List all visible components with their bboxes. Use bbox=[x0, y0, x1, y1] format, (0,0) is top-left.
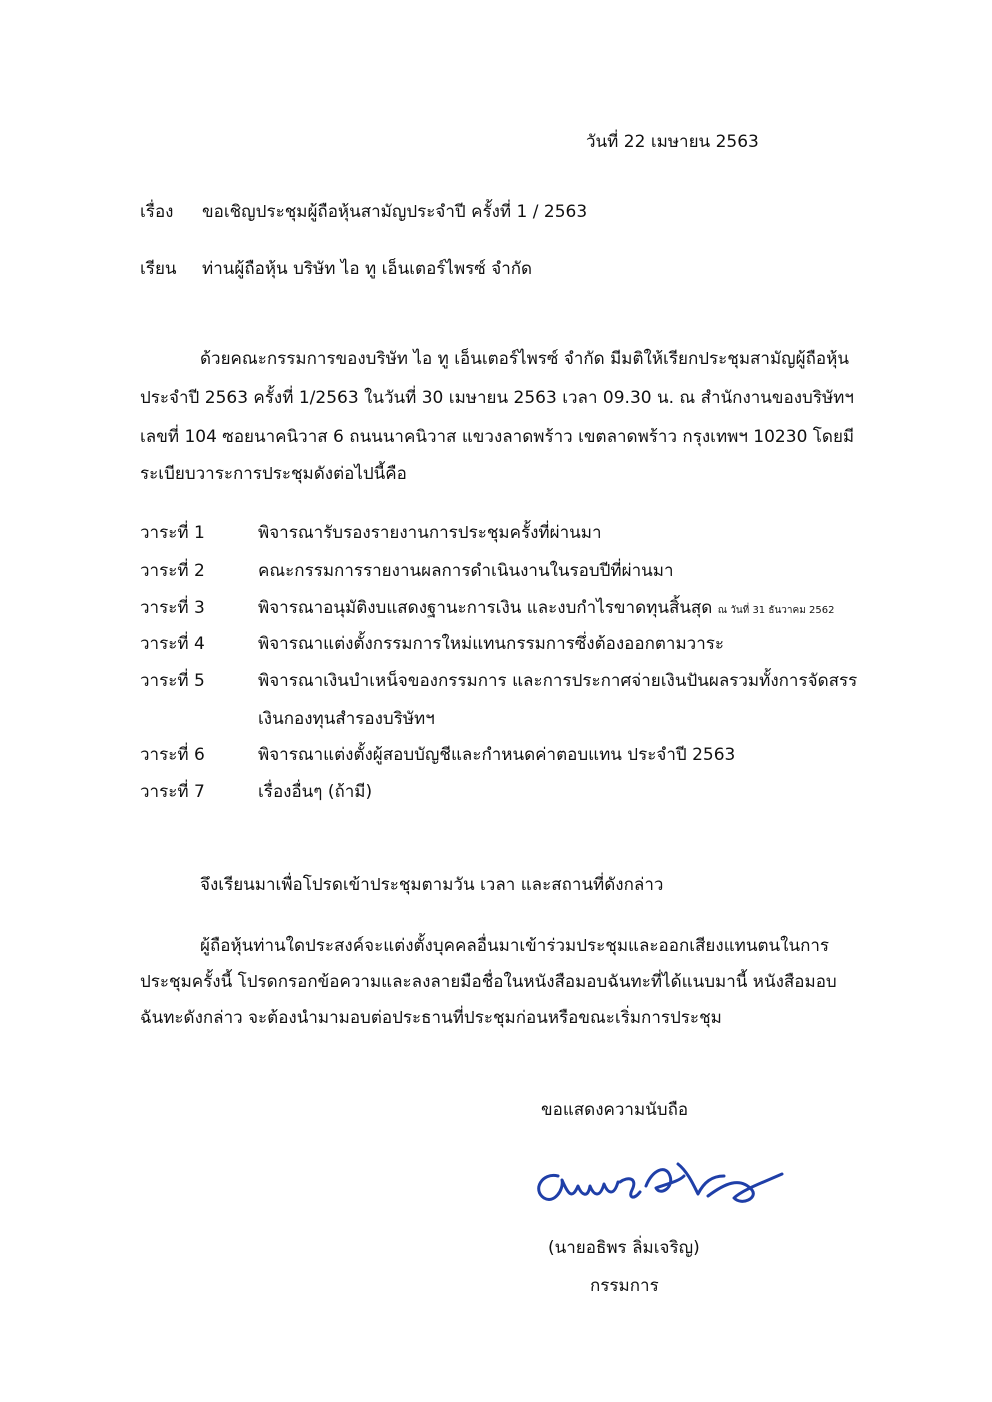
agenda-text: พิจารณาแต่งตั้งกรรมการใหม่แทนกรรมการซึ่งต้องออกตามวาระ bbox=[258, 634, 725, 654]
subject-label: เรื่อง bbox=[140, 202, 174, 222]
recipient-text: ท่านผู้ถือหุ้น บริษัท ไอ ทู เอ็นเตอร์ไพรซ์ จำกัด bbox=[202, 259, 533, 279]
agenda-label: วาระที่ 4 bbox=[140, 634, 205, 654]
agenda-text: พิจารณาเงินบำเหน็จของกรรมการ และการประกาศจ่ายเงินปันผลรวมทั้งการจัดสรร bbox=[258, 671, 858, 691]
subject-text: ขอเชิญประชุมผู้ถือหุ้นสามัญประจำปี ครั้งที่ 1 / 2563 bbox=[202, 202, 588, 222]
agenda-text: พิจารณารับรองรายงานการประชุมครั้งที่ผ่านมา bbox=[258, 523, 602, 543]
proxy-line: ผู้ถือหุ้นท่านใดประสงค์จะแต่งตั้งบุคคลอื่นมาเข้าร่วมประชุมและออกเสียงแทนตนในการ bbox=[200, 936, 830, 956]
proxy-line: ประชุมครั้งนี้ โปรดกรอกข้อความและลงลายมือชื่อในหนังสือมอบฉันทะที่ได้แนบมานี้ หนังสือมอบ bbox=[140, 972, 837, 992]
agenda-text: เรื่องอื่นๆ (ถ้ามี) bbox=[258, 782, 373, 802]
letter-date: วันที่ 22 เมษายน 2563 bbox=[586, 132, 759, 152]
agenda-label: วาระที่ 3 bbox=[140, 598, 205, 618]
closing-salutation: ขอแสดงความนับถือ bbox=[541, 1100, 689, 1120]
agenda-text-continued: เงินกองทุนสำรองบริษัทฯ bbox=[258, 709, 435, 729]
intro-line: เลขที่ 104 ซอยนาคนิวาส 6 ถนนนาคนิวาส แขวงลาดพร้าว เขตลาดพร้าว กรุงเทพฯ 10230 โดยมี bbox=[140, 427, 855, 447]
intro-line: ระเบียบวาระการประชุมดังต่อไปนี้คือ bbox=[140, 464, 407, 484]
recipient-label: เรียน bbox=[140, 259, 177, 279]
agenda-label: วาระที่ 6 bbox=[140, 745, 205, 765]
agenda-text-with-note bbox=[258, 594, 834, 621]
invitation-line: จึงเรียนมาเพื่อโปรดเข้าประชุมตามวัน เวลา และสถานที่ดังกล่าว bbox=[200, 875, 664, 895]
agenda-text: พิจารณาแต่งตั้งผู้สอบบัญชีและกำหนดค่าตอบแทน ประจำปี 2563 bbox=[258, 745, 736, 765]
agenda-label: วาระที่ 2 bbox=[140, 561, 205, 581]
intro-line: ด้วยคณะกรรมการของบริษัท ไอ ทู เอ็นเตอร์ไพรซ์ จำกัด มีมติให้เรียกประชุมสามัญผู้ถือหุ้น bbox=[200, 349, 849, 369]
signer-title: กรรมการ bbox=[590, 1276, 659, 1296]
agenda-label: วาระที่ 7 bbox=[140, 782, 205, 802]
proxy-line: ฉันทะดังกล่าว จะต้องนำมามอบต่อประธานที่ประชุมก่อนหรือขณะเริ่มการประชุม bbox=[140, 1008, 722, 1028]
agenda-label: วาระที่ 1 bbox=[140, 523, 205, 543]
signer-name: (นายอธิพร ลิ่มเจริญ) bbox=[548, 1238, 700, 1258]
handwritten-signature bbox=[528, 1146, 788, 1216]
agenda-label: วาระที่ 5 bbox=[140, 671, 205, 691]
agenda-text: คณะกรรมการรายงานผลการดำเนินงานในรอบปีที่ผ่านมา bbox=[258, 561, 674, 581]
agenda-note: ณ วันที่ 31 ธันวาคม 2562 bbox=[717, 605, 835, 616]
intro-line: ประจำปี 2563 ครั้งที่ 1/2563 ในวันที่ 30 เมษายน 2563 เวลา 09.30 น. ณ สำนักงานของบริษัทฯ bbox=[140, 388, 854, 408]
agenda-text: พิจารณาอนุมัติงบแสดงฐานะการเงิน และงบกำไรขาดทุนสิ้นสุด bbox=[258, 598, 713, 618]
